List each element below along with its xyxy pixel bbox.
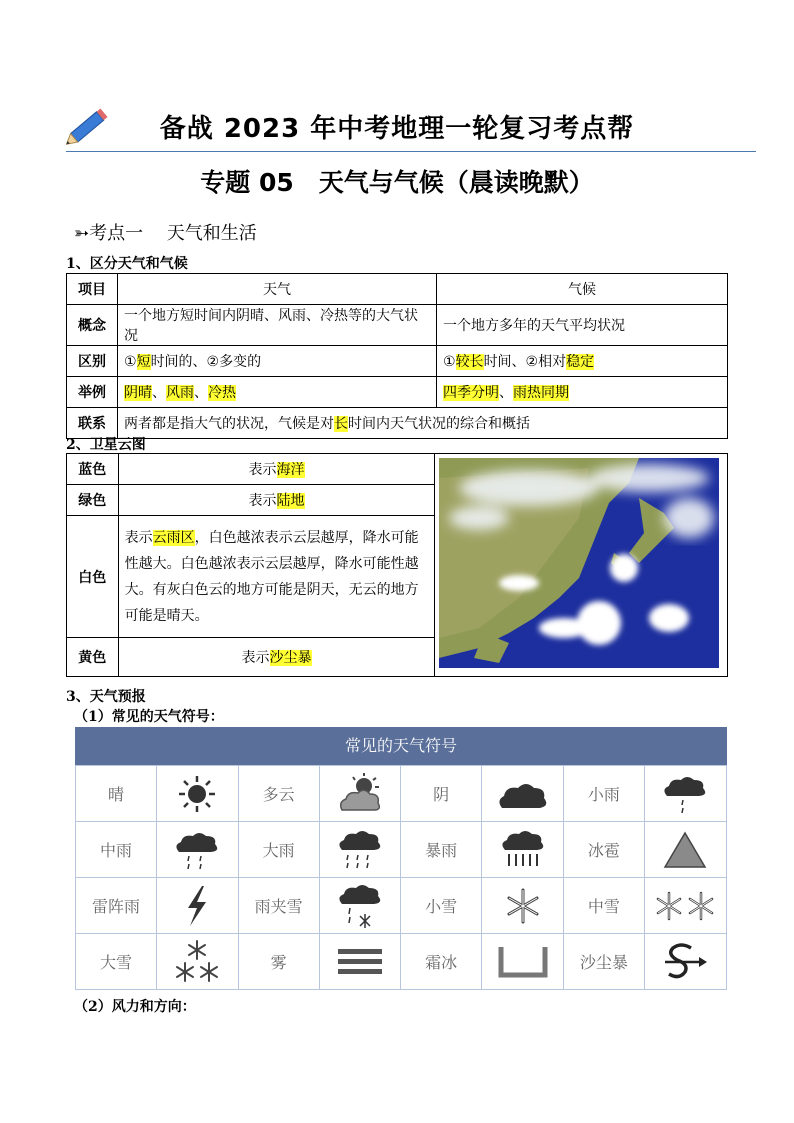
table-row (76, 766, 727, 822)
moderate-rain-icon (156, 822, 238, 878)
partly-cloudy-icon (319, 766, 401, 822)
hail-icon (644, 822, 726, 878)
table-cell (118, 516, 435, 638)
text: 时间内天气状况的综合和概括 (348, 416, 530, 432)
row-label: 绿色 (67, 485, 119, 516)
row-label: 举例 (67, 377, 118, 408)
symbol-name: 大雨 (238, 822, 319, 878)
text: 、 (152, 385, 166, 401)
table-cell: 一个地方多年的天气平均状况 (437, 305, 728, 346)
table-row (67, 377, 728, 408)
table-header-cell: 气候 (437, 274, 728, 305)
table-row (76, 878, 727, 934)
weather-symbols-table (75, 727, 727, 990)
symbols-grid (75, 765, 727, 990)
light-snow-icon (482, 878, 564, 934)
symbol-name: 晴 (76, 766, 157, 822)
highlight-text: 雨热同期 (513, 385, 569, 401)
row-label: 联系 (67, 408, 118, 439)
table-cell: 一个地方短时间内阴晴、风雨、冷热等的大气状况 (118, 305, 437, 346)
table-row (76, 934, 727, 990)
symbol-name: 雾 (238, 934, 319, 990)
symbol-name: 霜冰 (401, 934, 482, 990)
frost-icon (482, 934, 564, 990)
symbol-name: 雨夹雪 (238, 878, 319, 934)
symbol-name: 冰雹 (563, 822, 644, 878)
table-row (67, 408, 728, 439)
heavy-rain-icon (319, 822, 401, 878)
symbol-name: 大雪 (76, 934, 157, 990)
symbol-name: 中雨 (76, 822, 157, 878)
text: ① (124, 354, 137, 370)
satellite-cloud-image (439, 458, 719, 668)
symbol-name: 雷阵雨 (76, 878, 157, 934)
sandstorm-icon (644, 934, 726, 990)
text: 表示 (248, 493, 277, 510)
table-cell (437, 377, 728, 408)
table-row (67, 454, 728, 485)
section-heading-kaodian: ➳考点一 天气和生活 (74, 223, 257, 244)
symbol-name: 多云 (238, 766, 319, 822)
table-cell (118, 637, 435, 676)
row-label: 白色 (67, 516, 119, 638)
section2-heading: 2、卫星云图 (66, 437, 146, 453)
text: 表示 (241, 649, 270, 666)
heavy-snow-icon (156, 934, 238, 990)
table-header-cell: 天气 (118, 274, 437, 305)
table-header-cell: 项目 (67, 274, 118, 305)
text: 表示 (248, 462, 277, 479)
thunderstorm-icon (156, 878, 238, 934)
highlight-text: 短 (136, 354, 151, 370)
highlight-text: 云雨区 (152, 529, 195, 546)
table-cell (118, 346, 437, 377)
table-row (67, 274, 728, 305)
satellite-color-table (66, 453, 728, 677)
text: 时间、②相对 (483, 354, 567, 370)
table-cell (118, 485, 435, 516)
light-rain-icon (644, 766, 726, 822)
table-row (67, 305, 728, 346)
moderate-snow-icon (644, 878, 726, 934)
topic-title: 专题 05 天气与气候（晨读晚默） (200, 168, 594, 197)
table-cell (118, 408, 728, 439)
table-cell (118, 377, 437, 408)
symbol-name: 中雪 (563, 878, 644, 934)
highlight-text: 四季分明 (443, 385, 499, 401)
rainstorm-icon (482, 822, 564, 878)
section1-heading: 1、区分天气和气候 (66, 256, 188, 272)
symbol-name: 小雨 (563, 766, 644, 822)
fog-icon (319, 934, 401, 990)
row-label: 概念 (67, 305, 118, 346)
highlight-text: 风雨 (166, 385, 194, 401)
symbols-table-title: 常见的天气符号 (75, 727, 727, 765)
highlight-text: 沙尘暴 (269, 649, 312, 666)
text: 两者都是指大气的状况，气候是对 (124, 416, 334, 432)
symbol-name: 阴 (401, 766, 482, 822)
table-row (67, 346, 728, 377)
table-row (76, 822, 727, 878)
text: 、 (194, 385, 208, 401)
row-label: 区别 (67, 346, 118, 377)
overcast-icon (482, 766, 564, 822)
highlight-text: 冷热 (208, 385, 236, 401)
document-title: 备战 2023 年中考地理一轮复习考点帮 (159, 114, 635, 144)
text: ，白色越浓表示云层越厚，降水可能性越大。白色越浓表示云层越厚，降水可能性越大。有灰白色云的地方可能是阴天，无云的地方可能是晴天。 (124, 529, 419, 624)
section3-heading: 3、天气预报 (66, 689, 146, 705)
highlight-text: 长 (334, 416, 348, 432)
sleet-icon (319, 878, 401, 934)
table-cell (437, 346, 728, 377)
satellite-image-cell (435, 454, 728, 677)
highlight-text: 稳定 (566, 354, 595, 370)
text: ① (443, 354, 456, 370)
header-divider (66, 151, 756, 152)
wind-subheading: （2）风力和方向： (74, 999, 196, 1015)
weather-climate-table (66, 273, 728, 439)
text: 表示 (124, 529, 153, 546)
symbol-name: 小雪 (401, 878, 482, 934)
highlight-text: 陆地 (276, 493, 305, 510)
row-label: 蓝色 (67, 454, 119, 485)
symbol-name: 沙尘暴 (563, 934, 644, 990)
highlight-text: 较长 (455, 354, 484, 370)
highlight-text: 海洋 (276, 462, 305, 479)
row-label: 黄色 (67, 637, 119, 676)
highlight-text: 阴晴 (124, 385, 152, 401)
sun-icon (156, 766, 238, 822)
table-cell (118, 454, 435, 485)
symbols-subheading: （1）常见的天气符号： (74, 709, 224, 725)
symbol-name: 暴雨 (401, 822, 482, 878)
text: 、 (499, 385, 513, 401)
text: 时间的、②多变的 (150, 354, 262, 370)
